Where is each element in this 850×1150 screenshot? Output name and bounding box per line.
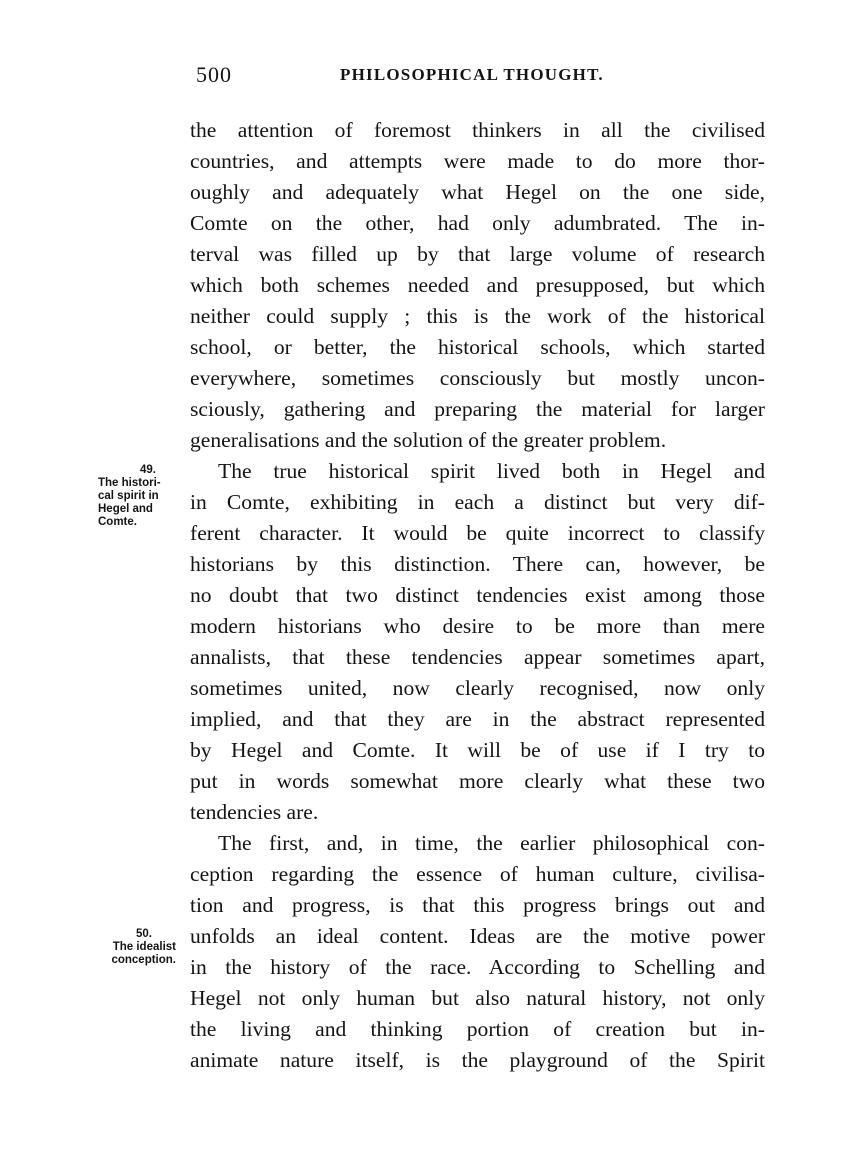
text-line: The first, and, in time, the earlier philosophical con- — [218, 831, 765, 855]
text-line: ferent character. It would be quite incorrect to classify — [190, 521, 765, 545]
body-text — [190, 115, 765, 1076]
text-line: historians by this distinction. There can, however, be — [190, 552, 765, 576]
text-line: modern historians who desire to be more than mere — [190, 614, 765, 638]
text-line: tion and progress, is that this progress brings out and — [190, 893, 765, 917]
text-line: The true historical spirit lived both in Hegel and — [218, 459, 765, 483]
text-line: tendencies are. — [190, 800, 319, 824]
running-head: PHILOSOPHICAL THOUGHT. — [340, 65, 604, 84]
marginal-note-line: The idealist — [112, 941, 176, 953]
marginal-note-number: 49. — [140, 464, 156, 476]
marginal-note-line: conception. — [111, 954, 176, 966]
marginal-note-line: The histori- — [98, 477, 161, 489]
text-line: animate nature itself, is the playground of the Spirit — [190, 1048, 765, 1072]
text-line: no doubt that two distinct tendencies exist among those — [190, 583, 765, 607]
text-line: implied, and that they are in the abstract represented — [190, 707, 765, 731]
text-line: annalists, that these tendencies appear sometimes apart, — [190, 645, 765, 669]
text-line: ception regarding the essence of human culture, civilisa- — [190, 862, 765, 886]
text-line: the attention of foremost thinkers in all the civilised — [190, 118, 765, 142]
page-header — [192, 62, 767, 92]
text-line: neither could supply ; this is the work of the historical — [190, 304, 765, 328]
text-line: put in words somewhat more clearly what these two — [190, 769, 765, 793]
text-line: by Hegel and Comte. It will be of use if I try to — [190, 738, 765, 762]
text-line: in Comte, exhibiting in each a distinct but very dif- — [190, 490, 765, 514]
text-line: which both schemes needed and presupposed, but which — [190, 273, 765, 297]
marginal-note-line: Hegel and — [98, 503, 153, 515]
text-line: sometimes united, now clearly recognised, now only — [190, 676, 765, 700]
page-number: 500 — [196, 62, 232, 87]
text-line: countries, and attempts were made to do more thor- — [190, 149, 765, 173]
text-line: oughly and adequately what Hegel on the one side, — [190, 180, 765, 204]
text-line: Comte on the other, had only adumbrated. The in- — [190, 211, 765, 235]
text-line: unfolds an ideal content. Ideas are the motive power — [190, 924, 765, 948]
marginal-note-49 — [98, 464, 180, 529]
text-line: sciously, gathering and preparing the material for larger — [190, 397, 765, 421]
text-line: Hegel not only human but also natural history, not only — [190, 986, 765, 1010]
text-line: everywhere, sometimes consciously but mostly uncon- — [190, 366, 765, 390]
text-line: school, or better, the historical schools, which started — [190, 335, 765, 359]
text-line: the living and thinking portion of creation but in- — [190, 1017, 765, 1041]
marginal-note-line: Comte. — [98, 516, 137, 528]
text-line: in the history of the race. According to Schelling and — [190, 955, 765, 979]
text-line: generalisations and the solution of the greater problem. — [190, 428, 667, 452]
marginal-note-50 — [94, 928, 176, 967]
marginal-note-number: 50. — [136, 928, 152, 940]
text-line: terval was filled up by that large volume of research — [190, 242, 765, 266]
marginal-note-line: cal spirit in — [98, 490, 159, 502]
